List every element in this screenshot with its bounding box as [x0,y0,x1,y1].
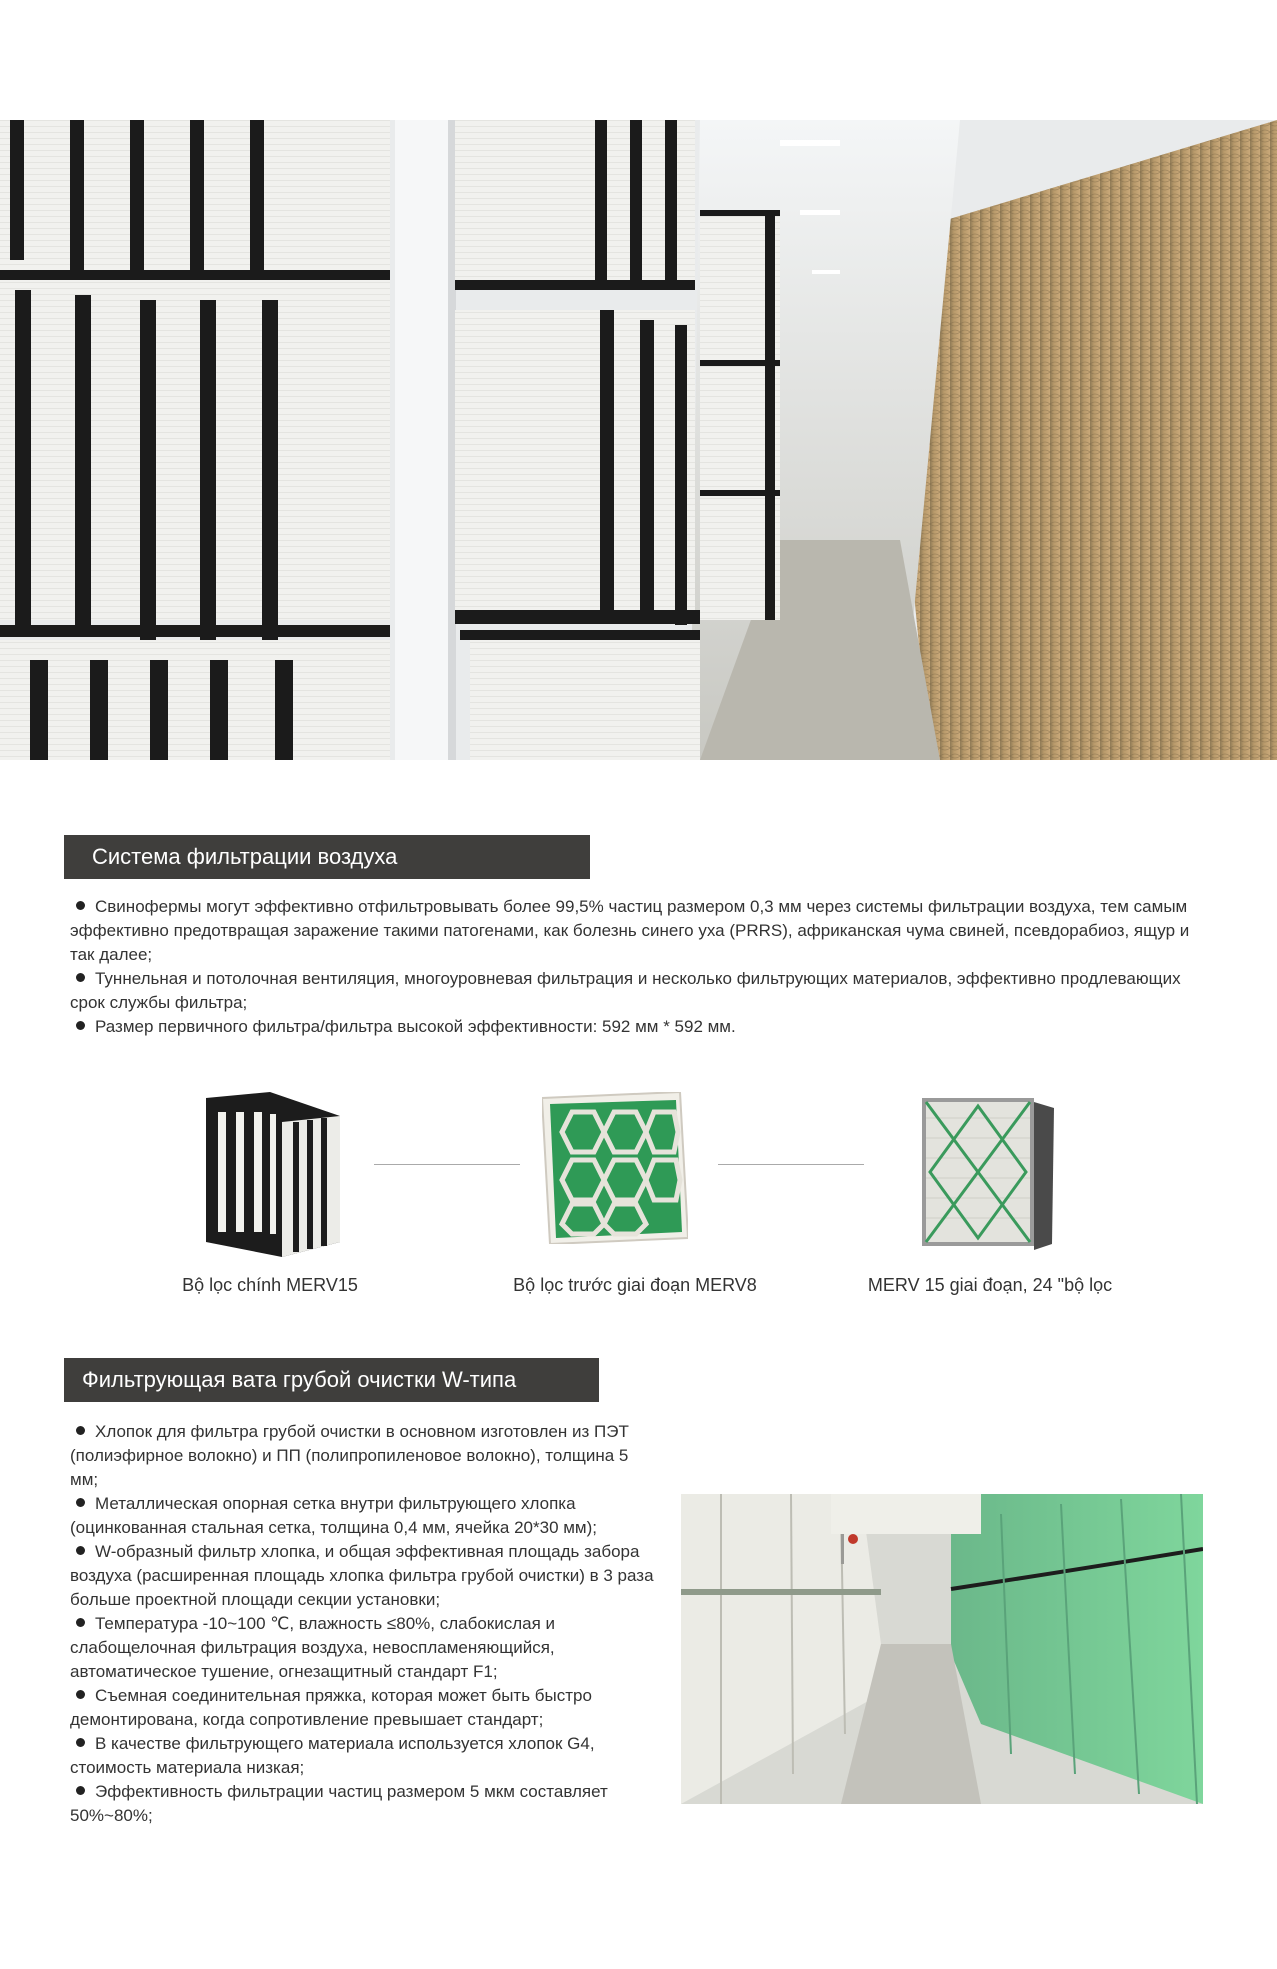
merv8-panel-filter-image [542,1092,688,1244]
list-item: Свинофермы могут эффективно отфильтровывать более 99,5% частиц размером 0,3 мм через системы фильтрации воздуха, тем самым эффективно предотвращая заражение такими патогенами, как болезнь синего уха (PRRS), африканская чума свиней, псевдорабиоз, ящур и так далее; [70,897,1190,964]
list-item: Температура -10~100 ℃, влажность ≤80%, слабокислая и слабощелочная фильтрация воздуха, невоспламеняющийся, автоматическое тушение, огнезащитный стандарт F1; [70,1614,556,1681]
list-item: Размер первичного фильтра/фильтра высокой эффективности: 592 мм * 592 мм. [70,1015,1210,1039]
bullet-icon [76,1021,85,1030]
bullet-icon [76,901,85,910]
product-caption: Bộ lọc trước giai đoạn MERV8 [513,1275,757,1295]
bullet-icon [76,1786,85,1795]
section1-bullet-list [70,895,1210,1039]
list-item: Хлопок для фильтра грубой очистки в основном изготовлен из ПЭТ (полиэфирное волокно) и ПП (полипропиленовое волокно), толщина 5 мм; [70,1422,629,1489]
bullet-icon [76,1498,85,1507]
section-title-air-filtration: Система фильтрации воздуха [64,835,590,879]
section-title-w-type-cotton: Фильтрующая вата грубой очистки W-типа [64,1358,599,1402]
section2-bullet-list [70,1420,660,1828]
cotton-filter-corridor-photo [681,1494,1203,1804]
product-connector-line [718,1164,864,1165]
filter-room-photo [0,120,1277,760]
bullet-icon [76,1426,85,1435]
list-item: Туннельная и потолочная вентиляция, многоуровневая фильтрация и несколько фильтрующих материалов, эффективно продлевающих срок службы фильтра; [70,969,1181,1012]
bullet-icon [76,1738,85,1747]
merv15-bag-filter-image [200,1092,340,1257]
list-item: В качестве фильтрующего материала используется хлопок G4, стоимость материала низкая; [70,1734,595,1777]
list-item: W-образный фильтр хлопка, и общая эффективная площадь забора воздуха (расширенная площадь хлопка фильтра грубой очистки) в 3 раза больше проектной площади секции установки; [70,1542,654,1609]
bullet-icon [76,1546,85,1555]
product-caption: Bộ lọc chính MERV15 [182,1275,358,1295]
product-caption: MERV 15 giai đoạn, 24 "bộ lọc [867,1275,1113,1295]
bullet-icon [76,1690,85,1699]
list-item: Металлическая опорная сетка внутри фильтрующего хлопка (оцинкованная стальная сетка, толщина 0,4 мм, ячейка 20*30 мм); [70,1494,597,1537]
product-connector-line [374,1164,520,1165]
merv15-24in-filter-image [922,1098,1054,1250]
bullet-icon [76,1618,85,1627]
list-item: Съемная соединительная пряжка, которая может быть быстро демонтирована, когда сопротивление превышает стандарт; [70,1686,592,1729]
bullet-icon [76,973,85,982]
list-item: Эффективность фильтрации частиц размером 5 мкм составляет 50%~80%; [70,1782,608,1825]
